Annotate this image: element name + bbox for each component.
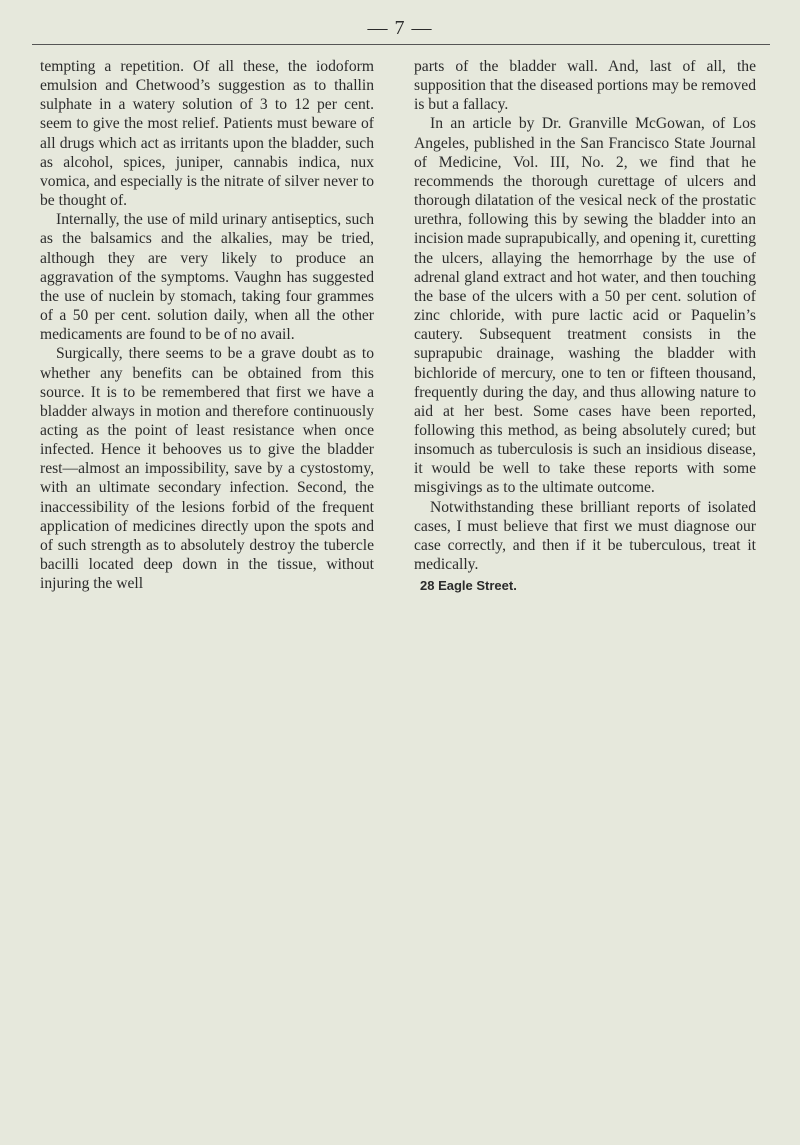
paragraph: tempting a repetition. Of all these, the iodoform emulsion and Chetwood’s suggestion as to thallin sulphate in a watery solution of 3 to 12 per cent. seem to give the most relief. Patients must beware of all drugs which act as irritants upon the bladder, such as alcohol, spices, juniper, cannabis indica, nux vomica, and especially is the nitrate of silver never to be thought of. <box>40 58 374 210</box>
paragraph: In an article by Dr. Granville McGowan, of Los Angeles, published in the San Francisco State Journal of Medicine, Vol. III, No. 2, we find that he recommends the thorough curettage of ulcers and thorough dilatation of the vesical neck of the prostatic urethra, following this by sewing the bladder into an incision made suprapubically, and opening it, curetting the ulcers, allaying the hemorrhage by the use of adrenal gland extract and hot water, and then touching the base of the ulcers with a 50 per cent. solution of zinc chloride, with pure lactic acid or Paquelin’s cautery. Subsequent treatment consists in the suprapubic drainage, washing the bladder with bichloride of mercury, one to ten or fifteen thousand, frequently during the day, and thus allowing nature to aid at her best. Some cases have been reported, following this method, as being absolutely cured; but insomuch as tuberculosis is such an insidious disease, it would be well to take these reports with some misgivings as to the ultimate outcome. <box>414 115 756 497</box>
paragraph: parts of the bladder wall. And, last of all, the supposition that the diseased portions may be removed is but a fallacy. <box>414 58 756 114</box>
paragraph: Internally, the use of mild urinary antiseptics, such as the balsamics and the alkalies, may be tried, although they are very likely to produce an aggravation of the symptoms. Vaughn has suggested the use of nuclein by stomach, taking four grammes of a 50 per cent. solution daily, when all the other medicaments are found to be of no avail. <box>40 211 374 344</box>
paragraph: Surgically, there seems to be a grave doubt as to whether any benefits can be obtained from this source. It is to be remembered that first we have a bladder always in motion and therefore continuously acting as the point of least resistance when once infected. Hence it behooves us to give the bladder rest—almost an impossibility, save by a cystostomy, with an ultimate secondary infection. Second, the inaccessibility of the lesions forbid of the frequent application of medicines directly upon the spots and of such strength as to absolutely destroy the tubercle bacilli located deep down in the tissue, without injuring the well <box>40 345 374 593</box>
page-number: — 7 — <box>367 17 433 39</box>
paragraph: Notwithstanding these brilliant reports of isolated cases, I must believe that first we must diagnose our case correctly, and then if it be tuberculous, treat it medically. <box>414 498 756 574</box>
author-address: 28 Eagle Street. <box>420 578 517 594</box>
left-column <box>40 57 374 593</box>
header-rule <box>32 44 770 45</box>
right-column <box>414 57 756 595</box>
